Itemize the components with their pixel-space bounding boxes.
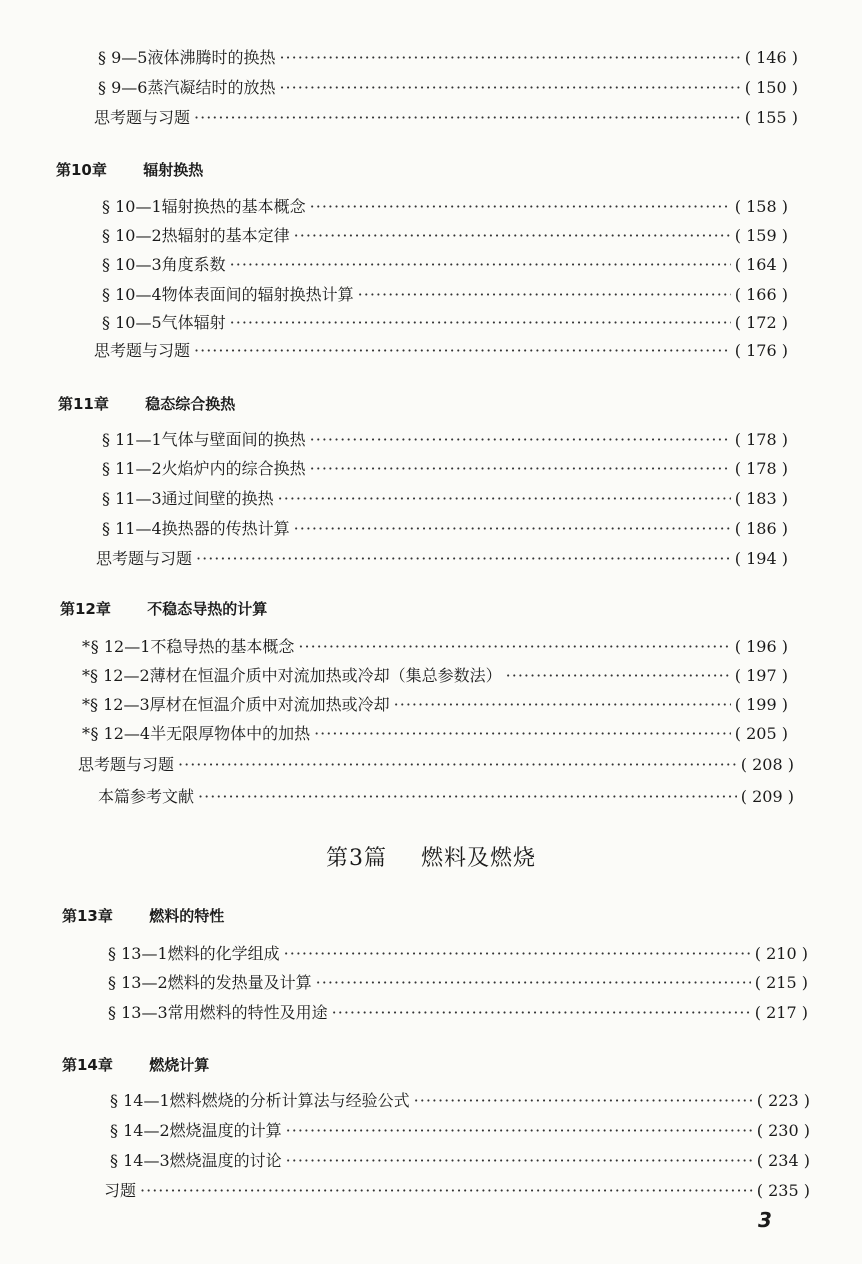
section-number: § 10—2 xyxy=(102,226,162,245)
chapter-title: 燃料的特性 xyxy=(149,907,225,925)
section-title: 换热器的传热计算 xyxy=(161,519,290,538)
dot-leader xyxy=(284,943,751,965)
toc-entry-10-3 xyxy=(102,254,788,276)
section-number: § 9—6 xyxy=(98,78,148,97)
page-ref: ( 158 ) xyxy=(734,197,788,216)
toc-entry-12-4 xyxy=(82,723,788,745)
page-ref: ( 186 ) xyxy=(734,519,788,538)
toc-exercise-ch14 xyxy=(104,1180,810,1202)
section-title: 气体辐射 xyxy=(161,313,226,332)
references-title: 本篇参考文献 xyxy=(98,787,195,806)
toc-exercise-ch9 xyxy=(94,107,798,129)
section-title: 气体与壁面间的换热 xyxy=(161,430,306,449)
chapter-number: 第13章 xyxy=(62,907,113,925)
section-title: 辐射换热的基本概念 xyxy=(161,197,306,216)
toc-entry-11-2 xyxy=(102,458,788,480)
toc-entry-10-1 xyxy=(102,196,788,218)
part-title: 燃料及燃烧 xyxy=(420,846,536,871)
dot-leader xyxy=(294,225,731,247)
section-number: § 12—1 xyxy=(90,637,151,656)
section-number: § 11—3 xyxy=(102,489,162,508)
section-title: 薄材在恒温介质中对流加热或冷却（集总参数法） xyxy=(149,666,502,685)
page-ref: ( 235 ) xyxy=(756,1181,810,1200)
section-title: 燃料的发热量及计算 xyxy=(167,973,312,992)
dot-leader xyxy=(196,548,731,570)
page-ref: ( 146 ) xyxy=(744,48,798,67)
dot-leader xyxy=(194,107,741,129)
page-ref: ( 205 ) xyxy=(734,724,788,743)
page-ref: ( 183 ) xyxy=(734,489,788,508)
section-title: 半无限厚物体中的加热 xyxy=(150,724,311,743)
section-title: 物体表面间的辐射换热计算 xyxy=(161,285,354,304)
chapter-number: 第12章 xyxy=(60,600,111,618)
section-title: 液体沸腾时的换热 xyxy=(147,48,276,67)
chapter-title: 不稳态导热的计算 xyxy=(147,600,268,618)
section-number: § 10—4 xyxy=(102,285,162,304)
section-title: 不稳导热的基本概念 xyxy=(150,637,295,656)
chapter-heading-10 xyxy=(56,159,203,181)
toc-entry-9-5 xyxy=(98,47,798,69)
chapter-heading-13 xyxy=(62,905,224,927)
page-ref: ( 234 ) xyxy=(756,1151,810,1170)
section-number: § 14—1 xyxy=(110,1091,170,1110)
section-number: § 13—2 xyxy=(108,973,168,992)
chapter-heading-12 xyxy=(60,598,267,620)
section-number: § 12—4 xyxy=(90,724,151,743)
toc-entry-10-4 xyxy=(102,284,788,306)
toc-entry-9-6 xyxy=(98,77,798,99)
dot-leader xyxy=(286,1150,753,1172)
toc-entry-11-1 xyxy=(102,429,788,451)
section-title: 燃烧温度的讨论 xyxy=(169,1151,282,1170)
dot-leader xyxy=(332,1002,751,1024)
dot-leader xyxy=(194,340,731,362)
toc-exercise-ch10 xyxy=(94,340,788,362)
toc-entry-13-1 xyxy=(108,943,808,965)
dot-leader xyxy=(316,972,751,994)
section-number: § 13—3 xyxy=(108,1003,168,1022)
section-number: § 11—2 xyxy=(102,459,162,478)
chapter-heading-11 xyxy=(58,393,235,415)
page-number: 3 xyxy=(758,1208,772,1232)
toc-entry-11-4 xyxy=(102,518,788,540)
exercise-title: 思考题与习题 xyxy=(94,108,191,127)
toc-entry-10-5 xyxy=(102,312,788,334)
dot-leader xyxy=(358,284,731,306)
part-heading-3 xyxy=(0,844,862,874)
section-title: 通过间壁的换热 xyxy=(161,489,274,508)
toc-references xyxy=(98,786,794,808)
section-number: § 10—5 xyxy=(102,313,162,332)
toc-entry-14-3 xyxy=(110,1150,810,1172)
section-title: 常用燃料的特性及用途 xyxy=(167,1003,328,1022)
section-number: § 10—3 xyxy=(102,255,162,274)
section-number: § 13—1 xyxy=(108,944,168,963)
dot-leader xyxy=(314,723,731,745)
page-ref: ( 172 ) xyxy=(734,313,788,332)
page-ref: ( 210 ) xyxy=(754,944,808,963)
page-ref: ( 159 ) xyxy=(734,226,788,245)
chapter-number: 第11章 xyxy=(58,395,109,413)
toc-entry-12-2 xyxy=(82,665,788,687)
section-number: § 12—2 xyxy=(90,666,150,685)
optional-marker: * xyxy=(82,666,90,685)
page-ref: ( 176 ) xyxy=(734,341,788,360)
page-ref: ( 178 ) xyxy=(734,430,788,449)
chapter-number: 第14章 xyxy=(62,1056,113,1074)
section-title: 热辐射的基本定律 xyxy=(161,226,290,245)
part-number: 第3篇 xyxy=(325,846,387,871)
toc-entry-14-2 xyxy=(110,1120,810,1142)
dot-leader xyxy=(310,429,731,451)
page-ref: ( 178 ) xyxy=(734,459,788,478)
section-number: § 9—5 xyxy=(98,48,148,67)
section-title: 蒸汽凝结时的放热 xyxy=(147,78,276,97)
toc-exercise-ch12 xyxy=(78,754,794,776)
page-ref: ( 209 ) xyxy=(740,787,794,806)
page-ref: ( 217 ) xyxy=(754,1003,808,1022)
dot-leader xyxy=(310,196,731,218)
dot-leader xyxy=(279,47,740,69)
section-title: 燃烧温度的计算 xyxy=(169,1121,282,1140)
exercise-title: 习题 xyxy=(104,1181,137,1200)
dot-leader xyxy=(414,1090,753,1112)
section-title: 燃料的化学组成 xyxy=(167,944,280,963)
chapter-title: 稳态综合换热 xyxy=(145,395,236,413)
dot-leader xyxy=(198,786,737,808)
toc-entry-12-3 xyxy=(82,694,788,716)
chapter-heading-14 xyxy=(62,1054,209,1076)
chapter-title: 燃烧计算 xyxy=(149,1056,210,1074)
section-number: § 11—4 xyxy=(102,519,162,538)
dot-leader xyxy=(230,312,731,334)
toc-exercise-ch11 xyxy=(96,548,788,570)
section-title: 厚材在恒温介质中对流加热或冷却 xyxy=(149,695,390,714)
section-number: § 11—1 xyxy=(102,430,162,449)
toc-entry-13-3 xyxy=(108,1002,808,1024)
section-number: § 12—3 xyxy=(90,695,150,714)
page-ref: ( 197 ) xyxy=(734,666,788,685)
dot-leader xyxy=(310,458,731,480)
section-title: 燃料燃烧的分析计算法与经验公式 xyxy=(169,1091,410,1110)
exercise-title: 思考题与习题 xyxy=(94,341,191,360)
page-ref: ( 223 ) xyxy=(756,1091,810,1110)
chapter-title: 辐射换热 xyxy=(143,161,204,179)
page-ref: ( 230 ) xyxy=(756,1121,810,1140)
dot-leader xyxy=(286,1120,753,1142)
dot-leader xyxy=(178,754,737,776)
toc-entry-12-1 xyxy=(82,636,788,658)
toc-entry-13-2 xyxy=(108,972,808,994)
page-ref: ( 166 ) xyxy=(734,285,788,304)
toc-entry-14-1 xyxy=(110,1090,810,1112)
dot-leader xyxy=(230,254,731,276)
optional-marker: * xyxy=(82,637,90,656)
section-title: 角度系数 xyxy=(161,255,226,274)
dot-leader xyxy=(506,665,731,687)
page-ref: ( 194 ) xyxy=(734,549,788,568)
page-ref: ( 164 ) xyxy=(734,255,788,274)
dot-leader xyxy=(279,77,740,99)
exercise-title: 思考题与习题 xyxy=(96,549,193,568)
toc-entry-11-3 xyxy=(102,488,788,510)
page-ref: ( 155 ) xyxy=(744,108,798,127)
toc-entry-10-2 xyxy=(102,225,788,247)
page-ref: ( 199 ) xyxy=(734,695,788,714)
optional-marker: * xyxy=(82,695,90,714)
page-ref: ( 196 ) xyxy=(734,637,788,656)
section-number: § 14—3 xyxy=(110,1151,170,1170)
page-ref: ( 150 ) xyxy=(744,78,798,97)
dot-leader xyxy=(394,694,731,716)
section-number: § 10—1 xyxy=(102,197,162,216)
dot-leader xyxy=(140,1180,753,1202)
dot-leader xyxy=(294,518,731,540)
section-title: 火焰炉内的综合换热 xyxy=(161,459,306,478)
dot-leader xyxy=(298,636,730,658)
optional-marker: * xyxy=(82,724,90,743)
chapter-number: 第10章 xyxy=(56,161,107,179)
section-number: § 14—2 xyxy=(110,1121,170,1140)
page-ref: ( 215 ) xyxy=(754,973,808,992)
exercise-title: 思考题与习题 xyxy=(78,755,175,774)
page-ref: ( 208 ) xyxy=(740,755,794,774)
dot-leader xyxy=(278,488,731,510)
